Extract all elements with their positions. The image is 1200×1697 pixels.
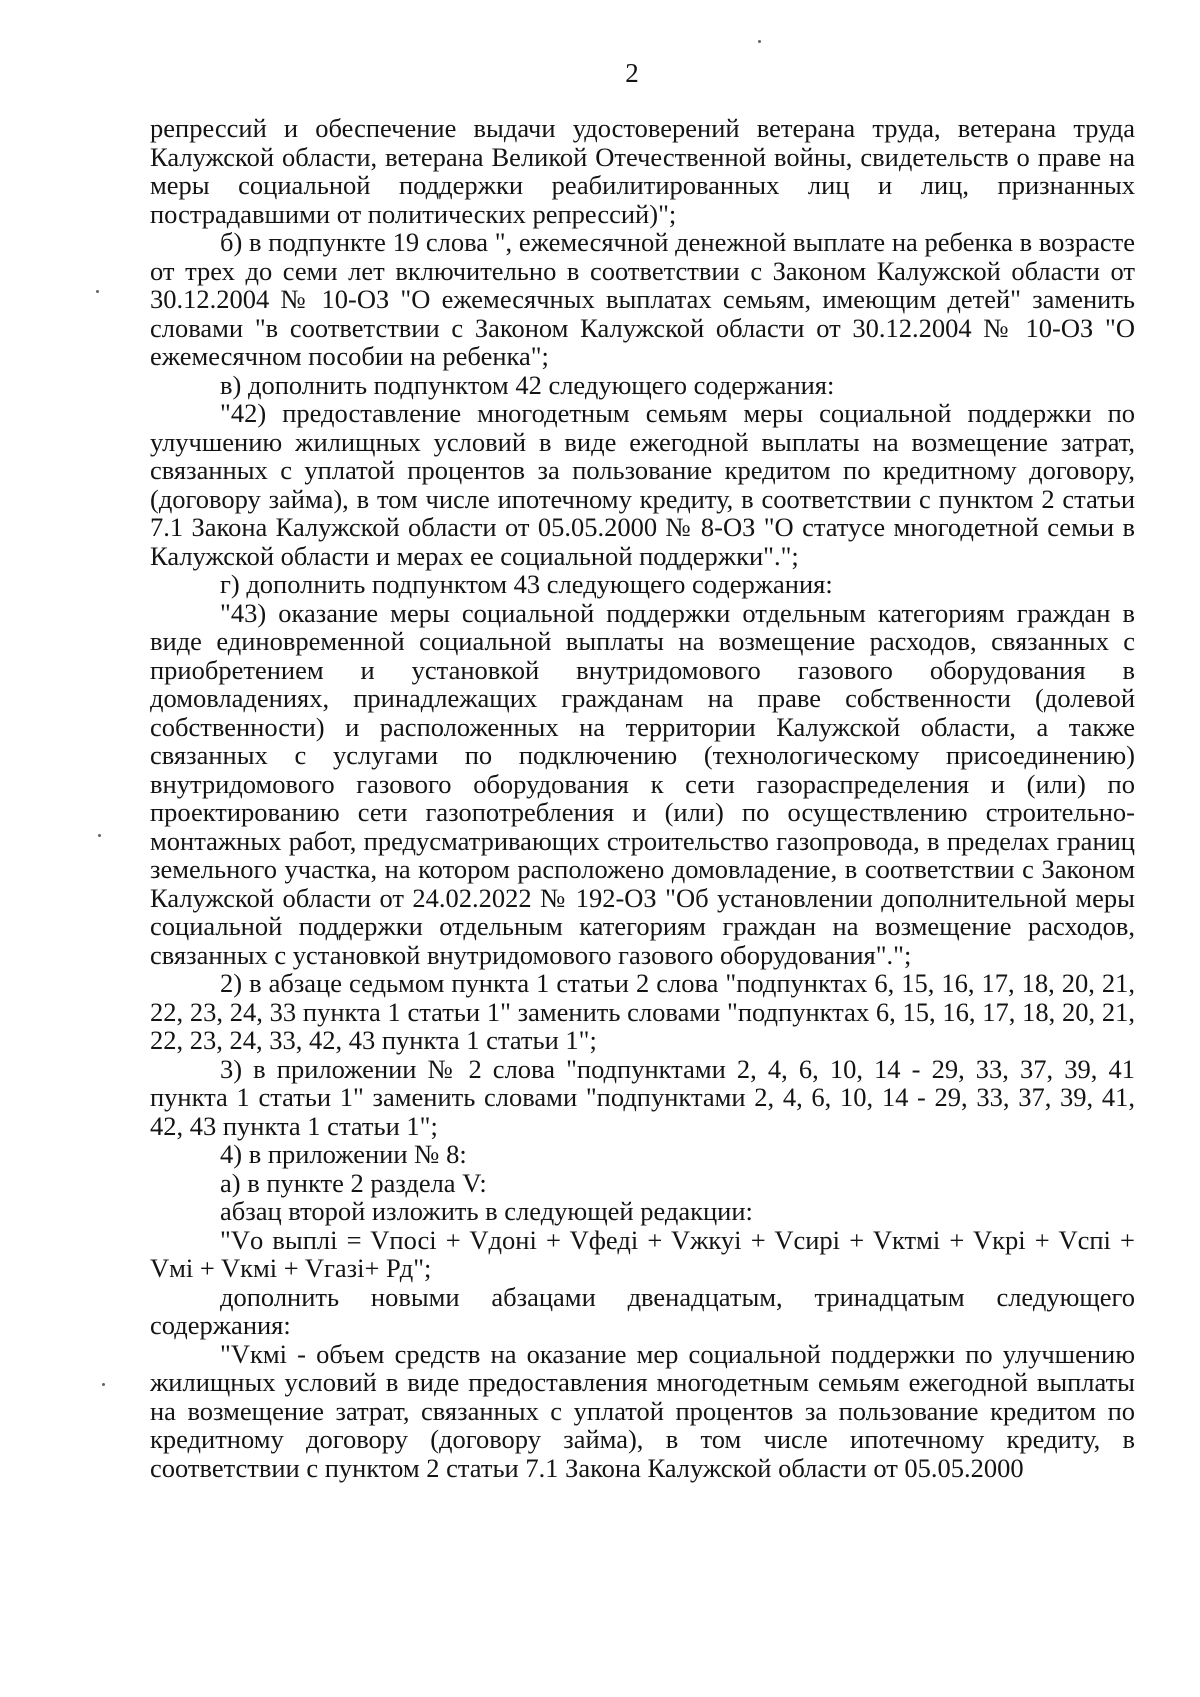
page-number: 2: [625, 58, 639, 88]
paragraph-12: "Vо выплi = Vпосi + Vдонi + Vфедi + Vжкуi + Vсирi + Vктмi + Vкрi + Vспi + Vмi + Vкмi + Vгазi+ Рд";: [150, 1224, 1135, 1283]
paragraph-8: 3) в приложении № 2 слова "подпунктами 2, 4, 6, 10, 14 - 29, 33, 37, 39, 41 пункта 1 статьи 1" заменить словами "подпунктами 2, 4, 6, 10, 14 - 29, 33, 37, 39, 41, 42, 43 пункта 1 статьи 1";: [150, 1053, 1135, 1141]
paragraph-4: "42) предоставление многодетным семьям меры социальной поддержки по улучшению жилищных условий в виде ежегодной выплаты на возмещение затрат, связанных с уплатой процентов за пользование кредитом по кредитному договору, (договору займа), в том числе ипотечному кредиту, в соответствии с пунктом 2 статьи 7.1 Закона Калужской области от 05.05.2000 № 8-ОЗ "О статусе многодетной семьи в Калужской области и мерах ее социальной поддержки".";: [150, 398, 1135, 571]
scan-speck: [98, 834, 101, 837]
scan-speck: [96, 290, 99, 293]
paragraph-14: "Vкмi - объем средств на оказание мер социальной поддержки по улучшению жилищных условий в виде предоставления многодетным семьям ежегодной выплаты на возмещение затрат, связанных с уплатой процентов за пользование кредитом по кредитному договору (договору займа), в том числе ипотечному кредиту, в соответствии с пунктом 2 статьи 7.1 Закона Калужской области от 05.05.2000: [150, 1338, 1135, 1483]
scan-speck: [758, 40, 761, 43]
paragraph-3: в) дополнить подпунктом 42 следующего содержания:: [220, 369, 835, 400]
document-body: [150, 114, 1135, 1482]
paragraph-7: 2) в абзаце седьмом пункта 1 статьи 2 слова "подпунктах 6, 15, 16, 17, 18, 20, 21, 22, 23, 24, 33 пункта 1 статьи 1" заменить словами "подпунктах 6, 15, 16, 17, 18, 20, 21, 22, 23, 24, 33, 42, 43 пункта 1 статьи 1";: [150, 968, 1135, 1055]
paragraph-5: г) дополнить подпунктом 43 следующего содержания:: [220, 569, 833, 599]
paragraph-11: абзац второй изложить в следующей редакции:: [220, 1196, 753, 1226]
paragraph-6: "43) оказание меры социальной поддержки отдельным категориям граждан в виде единовременной социальной выплаты на возмещение расходов, связанных с приобретением и установкой внутридомового газового оборудования в домовладениях, принадлежащих гражданам на праве собственности (долевой собственности) и расположенных на территории Калужской области, а также связанных с услугами по подключению (технологическому присоединению) внутридомового газового оборудования к сети газораспределения и (или) по проектированию сети газопотребления и (или) по осуществлению строительно-монтажных работ, предусматривающих строительство газопровода, в пределах границ земельного участка, на котором расположено домовладение, в соответствии с Законом Калужской области от 24.02.2022 № 192-ОЗ "Об установлении дополнительной меры социальной поддержки отдельным категориям граждан на возмещение расходов, связанных с установкой внутридомового газового оборудования".";: [150, 597, 1135, 970]
paragraph-10: а) в пункте 2 раздела V:: [220, 1167, 487, 1198]
paragraph-2: б) в подпункте 19 слова ", ежемесячной денежной выплате на ребенка в возрасте от трех до семи лет включительно в соответствии с Законом Калужской области от 30.12.2004 № 10-ОЗ "О ежемесячных выплатах семьям, имеющим детей" заменить словами "в соответствии с Законом Калужской области от 30.12.2004 № 10-ОЗ "О ежемесячном пособии на ребенка";: [150, 227, 1135, 371]
paragraph-9: 4) в приложении № 8:: [220, 1139, 467, 1169]
scan-speck: [102, 1383, 105, 1386]
paragraph-1: репрессий и обеспечение выдачи удостоверений ветерана труда, ветерана труда Калужской области, ветерана Великой Отечественной войны, свидетельств о праве на меры социальной поддержки реабилитированных лиц и лиц, признанных пострадавшими от политических репрессий)";: [150, 113, 1135, 229]
paragraph-13: дополнить новыми абзацами двенадцатым, тринадцатым следующего содержания:: [150, 1281, 1135, 1340]
